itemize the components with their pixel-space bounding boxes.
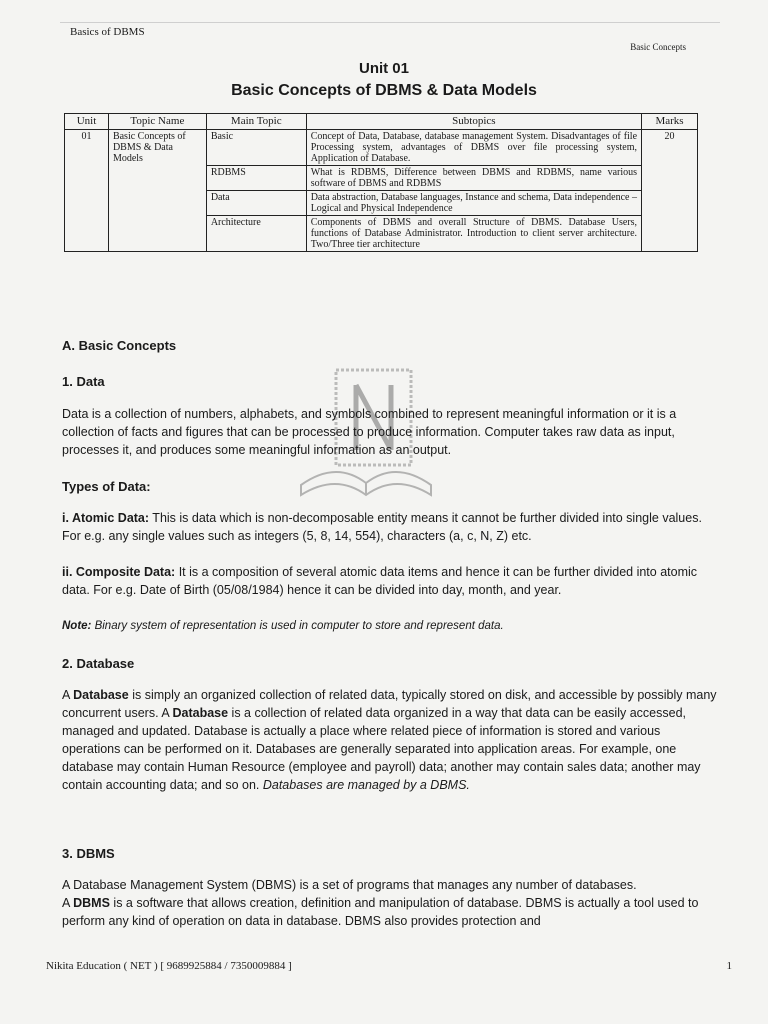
dbms-text: A [62, 896, 74, 910]
col-header-topic: Topic Name [108, 114, 206, 130]
database-bold-term: Database [172, 706, 229, 720]
cell-main-topic: RDBMS [206, 166, 306, 191]
data-paragraph: Data is a collection of numbers, alphabets, and symbols combined to represent meaningful information or it is a collection of facts and figures that can be processed to produce information. Computer takes raw data as input, processes it, and produces some meaningful information as an output. [62, 407, 677, 457]
atomic-data-paragraph [62, 509, 722, 545]
atomic-data-label: i. Atomic Data: [62, 511, 150, 525]
cell-subtopic: Components of DBMS and overall Structure of DBMS. Database Users, functions of Database Administrator. Introduction to client server architecture. Two/Three tier architecture [306, 216, 641, 252]
note-paragraph [62, 617, 722, 635]
dbms-paragraph-1: A Database Management System (DBMS) is a set of programs that manages any number of databases. [62, 878, 637, 892]
table-row [65, 130, 698, 166]
dbms-paragraph-2 [62, 894, 722, 930]
composite-data-label: ii. Composite Data: [62, 565, 176, 579]
dbms-heading: 3. DBMS [62, 846, 115, 861]
col-header-main: Main Topic [206, 114, 306, 130]
database-italic-text: Databases are managed by a DBMS. [262, 778, 470, 792]
database-heading: 2. Database [62, 656, 135, 671]
composite-data-text: It is a composition of several atomic data items and hence it can be further divided into atomic data. For e.g. Date of Birth (05/08/1984) hence it can be divided into day, month, and year. [62, 565, 698, 597]
database-text: is a collection of related data organized in a way that data can be easily accessed, managed and updated. Database is actually a place where related piece of information is stored and various operations can be performed on it. Databases are generally separated into application areas. For example, one database may contain Human Resource (employee and payroll) data; another may contain sales data; another may contain accounting data; and so on. [62, 706, 701, 792]
database-paragraph [62, 686, 722, 794]
unit-label: Unit 01 [358, 60, 409, 77]
data-heading: 1. Data [62, 374, 105, 389]
dbms-bold-term: DBMS [73, 896, 110, 910]
section-a-heading: A. Basic Concepts [62, 338, 177, 353]
dbms-text: is a software that allows creation, definition and manipulation of database. DBMS is actually a tool used to perform any kind of operation on data in database. DBMS also provides protection and [62, 896, 699, 928]
database-text: A [62, 688, 74, 702]
col-header-marks: Marks [642, 114, 698, 130]
composite-data-paragraph [62, 563, 722, 599]
cell-topic-name: Basic Concepts of DBMS & Data Models [108, 130, 206, 252]
atomic-data-text: This is data which is non-decomposable entity means it cannot be further divided into single values. For e.g. any single values such as integers (5, 8, 14, 554), characters (a, c, N, Z) etc. [62, 511, 702, 543]
cell-marks: 20 [642, 130, 698, 252]
types-of-data-heading: Types of Data: [62, 479, 151, 494]
page-title: Basic Concepts of DBMS & Data Models [231, 82, 537, 99]
table-header-row [65, 114, 698, 130]
note-text: Binary system of representation is used in computer to store and represent data. [91, 620, 504, 632]
syllabus-table [64, 113, 698, 252]
cell-main-topic: Data [206, 191, 306, 216]
cell-unit: 01 [65, 130, 109, 252]
col-header-subtopics: Subtopics [306, 114, 641, 130]
header-right: Basic Concepts [630, 42, 686, 52]
note-label: Note: [62, 620, 92, 632]
cell-subtopic: Data abstraction, Database languages, Instance and schema, Data independence – Logical and Physical Independence [306, 191, 641, 216]
footer-publisher: Nikita Education ( NET ) [ 9689925884 / 7350009884 ] [46, 960, 292, 972]
header-left: Basics of DBMS [70, 26, 145, 38]
database-text: is simply an organized collection of related data, typically stored on disk, and accessible by possibly many concurrent users. A [62, 688, 717, 720]
cell-subtopic: Concept of Data, Database, database management System. Disadvantages of file Processing system, advantages of DBMS over file processing system, Application of Database. [306, 130, 641, 166]
cell-main-topic: Basic [206, 130, 306, 166]
page-number: 1 [726, 960, 732, 972]
cell-subtopic: What is RDBMS, Difference between DBMS and RDBMS, name various software of DBMS and RDBMS [306, 166, 641, 191]
cell-main-topic: Architecture [206, 216, 306, 252]
database-bold-term: Database [73, 688, 129, 702]
col-header-unit: Unit [65, 114, 109, 130]
header-rule [60, 22, 720, 23]
